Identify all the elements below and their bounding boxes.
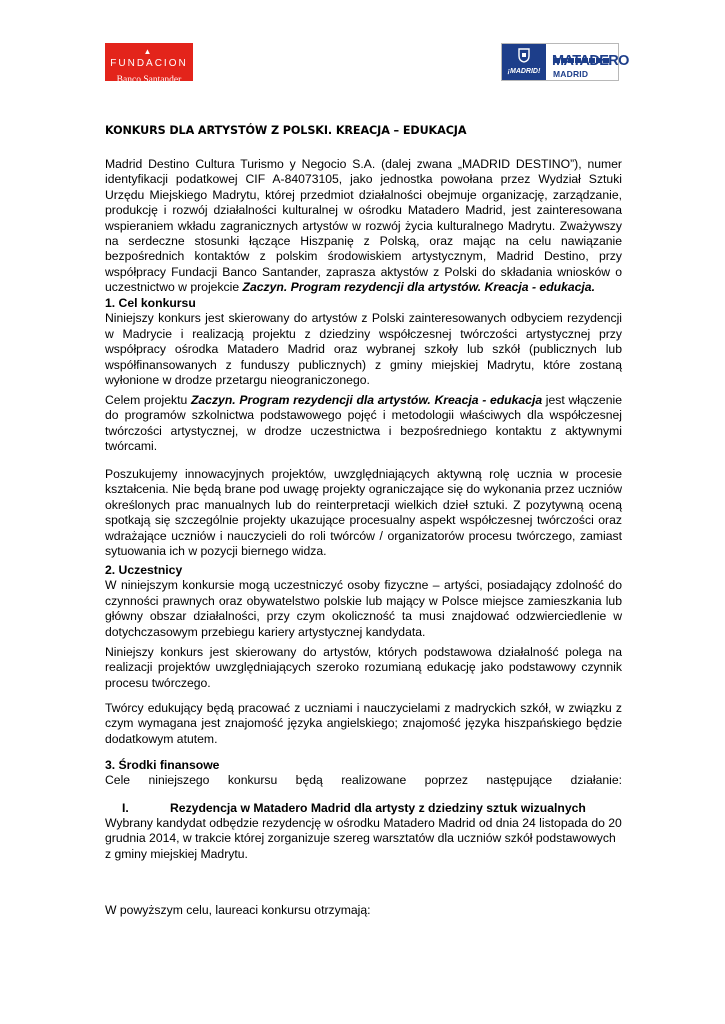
text-line: W powyższym celu, laureaci konkursu otrzymają: <box>105 903 371 917</box>
text-line: z gminy miejskiej Madrytu. <box>105 846 248 861</box>
matadero-madrid-logo <box>501 43 629 81</box>
madrid-city-logo <box>502 44 546 80</box>
section-1 <box>105 296 622 388</box>
section-3 <box>105 758 622 789</box>
text-line: identyfikacji podatkowej CIF A-84073105, jako jednostka powołana przez Wydział Sztuki <box>105 172 622 187</box>
text-line: wyłonione w drodze przetargu nieograniczonego. <box>105 373 370 388</box>
text-part: Celem projektu <box>105 393 191 407</box>
logo-banco-text: Banco Santander <box>116 75 182 85</box>
text-line: czym wymagana jest znajomość języka angielskiego; znajomość języka hiszpańskiego będzie <box>105 716 622 731</box>
text-line: Twórcy edukujący będą pracować z uczniami i nauczycielami z madryckich szkół, w związku z <box>105 701 622 715</box>
text-line: sytuowania ich w pozycji biernego widza. <box>105 544 327 559</box>
list-item <box>105 801 622 816</box>
text-line: realizacji projektów uwzględniających szeroko rozumianą edukację jako podstawowy czynnik <box>105 660 622 675</box>
text-line: Niniejszy konkurs jest skierowany do artystów, których podstawowa działalność polega na <box>105 645 622 659</box>
document-title: KONKURS DLA ARTYSTÓW Z POLSKI. KREACJA – EDUKACJA <box>105 124 467 137</box>
text-line: współpracy ośrodka Matadero Madrid oraz wybranej szkoły lub szkół (publicznych lub <box>105 342 622 357</box>
text-line: Poszukujemy innowacyjnych projektów, uwzględniających aktywną rolę ucznia w procesie <box>105 467 622 481</box>
text-line: współfinansowanych z funduszy publicznych) z gminy miejskiej Madrytu, które zostaną <box>105 357 622 372</box>
text-line: Urzędu Miejskiego Madrytu, której przedmiot działalności obejmuje organizację, zarządzanie, <box>105 187 622 202</box>
matadero-subtitle: MADRID <box>553 69 589 79</box>
section-3-paragraph-2 <box>105 816 622 862</box>
list-item-number: I. <box>122 801 129 815</box>
text-line: twórczości artystycznej, w drodze uczestnictwa i bezpośredniego kontaktu z aktywnymi <box>105 423 622 438</box>
text-line: spotkają się szczególnie projekty ukazujące procesualny aspekt współczesnej twórczości oraz <box>105 513 622 528</box>
matadero-title: MATADERO <box>552 53 629 69</box>
text-line: Madrid Destino Cultura Turismo y Negocio S.A. (dalej zwana „MADRID DESTINO”), numer <box>105 157 622 171</box>
text-line <box>105 393 622 408</box>
text-line: dodatkowym atutem. <box>105 731 218 746</box>
section-3-item-1 <box>105 801 622 816</box>
text-line: główny obszar działalności, przy czym okoliczność ta musi znajdować odzwierciedlenie w <box>105 609 622 624</box>
text-line: do programów szkolnictwa podstawowego pojęć i metodologii właściwych dla współczesnej <box>105 408 622 423</box>
text-part: jest włączenie <box>542 393 622 407</box>
project-name: Zaczyn. Program rezydencji dla artystów. Kreacja - edukacja. <box>242 280 595 295</box>
section-2 <box>105 563 622 640</box>
text-line: kształcenia. Nie będą brane pod uwagę projekty ograniczające się do wykonania przez uczniów <box>105 482 622 497</box>
text-line: bezpośrednich kontaktów z polskim środowiskiem artystycznym, Madrid Destino, przy <box>105 249 622 264</box>
intro-paragraph <box>105 157 622 296</box>
text-line: określonych prac manualnych lub do reinterpretacji wielkich dzieł sztuki. Z pozytywną oceną <box>105 497 622 512</box>
text-line: grudnia 2014, w trakcie której zorganizuje szereg warsztatów dla uczniów szkół podstawowych <box>105 831 616 846</box>
section-1-paragraph-3 <box>105 467 622 559</box>
text-line: dotychczasowym przebiegu kariery artystycznej kandydata. <box>105 624 426 639</box>
intro-last-text: uczestnictwo w projekcie <box>105 280 243 295</box>
text-line: W niniejszym konkursie mogą uczestniczyć osoby fizyczne – artyści, posiadający zdolność do <box>105 578 622 593</box>
text-line: produkcję i rozwój działalności kulturalnej w ośrodku Matadero Madrid, jest zainteresowana <box>105 203 622 218</box>
section-heading: 3. Środki finansowe <box>105 758 220 772</box>
project-name: Zaczyn. Program rezydencji dla artystów. Kreacja - edukacja <box>190 393 543 407</box>
section-2-paragraph-2 <box>105 645 622 691</box>
text-line: w Madrycie i realizacją projektu z dziedziny współczesnej twórczości artystycznej przy <box>105 326 622 341</box>
text-line: twórcami. <box>105 439 158 454</box>
text-line: Wybrany kandydat odbędzie rezydencję w ośrodku Matadero Madrid od dnia 24 listopada do 20 <box>105 816 622 830</box>
text-line <box>105 280 622 295</box>
fundacion-banco-santander-logo <box>105 43 193 85</box>
list-item-title: Rezydencja w Matadero Madrid dla artysty z dziedziny sztuk wizualnych <box>170 801 586 815</box>
text-line: wdrażające uczniów i nauczycieli do roli twórców / organizatorów procesu twórczego, zamiast <box>105 528 622 543</box>
section-1-paragraph-2 <box>105 393 622 455</box>
flame-icon: ▲ <box>143 47 154 56</box>
madrid-small-text: ¡MADRID! <box>507 68 541 75</box>
section-heading: 1. Cel konkursu <box>105 296 196 310</box>
text-line: czynności prawnych oraz obywatelstwo polskie lub mający w Polsce miejsce zamieszkania lub <box>105 593 622 608</box>
text-line: wspieraniem wkładu zagranicznych artystów w rozwój życia kulturalnego Madrytu. Zważywszy <box>105 218 622 233</box>
text-line: Cele niniejszego konkursu będą realizowane poprzez następujące działanie: <box>105 773 622 788</box>
text-line: współpracy Fundacji Banco Santander, zaprasza aktystów z Polski do składania wniosków o <box>105 264 622 279</box>
text-line: Niniejszy konkurs jest skierowany do artystów z Polski zainteresowanych odbyciem rezydencji <box>105 311 622 326</box>
section-2-paragraph-3 <box>105 701 622 747</box>
madrid-crest-icon <box>516 47 532 63</box>
logo-fundacion-text: FUNDACION <box>110 58 188 69</box>
text-line: na serdeczne stosunki łączące Hiszpanię z Polską, oraz mając na celu nawiązanie <box>105 234 622 249</box>
section-3-paragraph-3 <box>105 903 622 918</box>
text-line: procesu twórczego. <box>105 675 211 690</box>
section-heading: 2. Uczestnicy <box>105 563 183 577</box>
